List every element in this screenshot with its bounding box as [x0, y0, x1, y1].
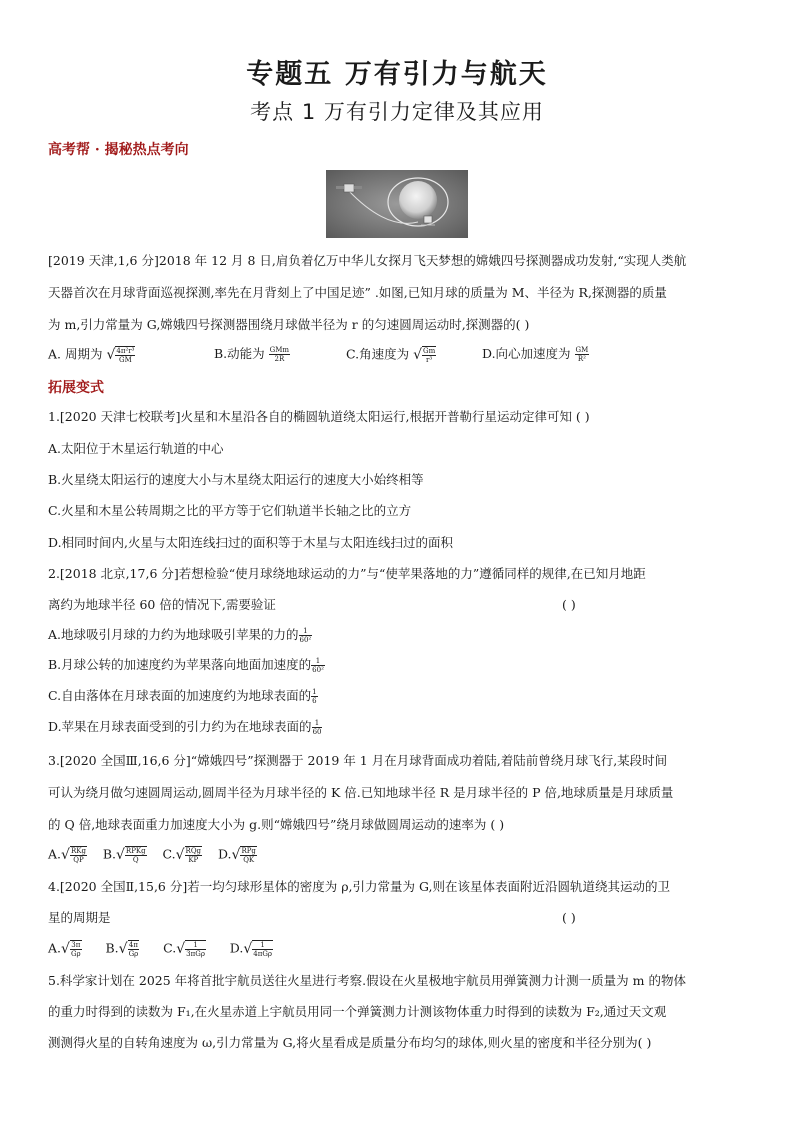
section-heading-gaokaobang: 高考帮 · 揭秘热点考向 — [48, 142, 189, 158]
q5-stem-line2: 的重力时得到的读数为 F₁,在火星赤道上宇航员用同一个弹簧测力计测该物体重力时得到的读数为 F₂,通过天文观 — [48, 1004, 667, 1019]
q1-option-a: A.太阳位于木星运行轨道的中心 — [48, 441, 224, 456]
q1-option-c: C.火星和木星公转周期之比的平方等于它们轨道半长轴之比的立方 — [48, 503, 412, 518]
page-subtitle: 考点 1 万有引力定律及其应用 — [250, 100, 544, 124]
q0-option-a: A. 周期为 √ $\frac{\text{4π²r³}}{GM}$ — [48, 346, 135, 364]
q1-option-b: B.火星绕太阳运行的速度大小与木星绕太阳运行的速度大小始终相等 — [48, 472, 424, 487]
q2-answer-paren: ( ) — [562, 597, 576, 612]
q2-option-b: B.月球公转的加速度约为苹果落向地面加速度的 $\frac{1}{\text{60²}}$ — [48, 657, 324, 674]
q3-stem-line1: 3.[2020 全国Ⅲ,16,6 分]“嫦娥四号”探测器于 2019 年 1 月在月球背面成功着陆,着陆前曾绕月球飞行,某段时间 — [48, 753, 668, 768]
q0-stem-line1: [2019 天津,1,6 分]2018 年 12 月 8 日,肩负着亿万中华儿女探月飞天梦想的嫦娥四号探测器成功发射,“实现人类航 — [48, 253, 687, 268]
q2-option-a: A.地球吸引月球的力约为地球吸引苹果的力的 $\frac{1}{\text{60²}}$ — [48, 627, 312, 644]
q0-stem-line3: 为 m,引力常量为 G,嫦娥四号探测器围绕月球做半径为 r 的匀速圆周运动时,探测器的( ) — [48, 317, 530, 332]
moon-probe-figure — [326, 170, 468, 238]
page-title: 专题五 万有引力与航天 — [246, 59, 548, 90]
q1-stem: 1.[2020 天津七校联考]火星和木星沿各自的椭圆轨道绕太阳运行,根据开普勒行星运动定律可知 ( ) — [48, 409, 590, 424]
q2-option-c: C.自由落体在月球表面的加速度约为地球表面的 $\frac{1}{6}$ — [48, 688, 317, 705]
q4-answer-paren: ( ) — [562, 910, 576, 925]
section-heading-tuozhan: 拓展变式 — [48, 380, 104, 396]
q3-stem-line3: 的 Q 倍,地球表面重力加速度大小为 g.则“嫦娥四号”绕月球做圆周运动的速率为 ( ) — [48, 817, 505, 832]
q4-options: A.√ $\frac{3\pi}{G\rho}$ B.√ $\frac{4\pi}{G\rho}$ C.√ $\frac{1}{\text{3πGρ}}$ D.√ $\frac{1}{\text{4πGρ}}$ — [48, 940, 273, 958]
q0-option-d: D.向心加速度为 $\frac{GM}{\text{R²}}$ — [482, 346, 589, 363]
q2-stem-line1: 2.[2018 北京,17,6 分]若想检验“使月球绕地球运动的力”与“使苹果落地的力”遵循同样的规律,在已知月地距 — [48, 566, 646, 581]
q5-stem-line3: 测测得火星的自转角速度为 ω,引力常量为 G,将火星看成是质量分布均匀的球体,则火星的密度和半径分别为( ) — [48, 1035, 652, 1050]
q0-option-b: B.动能为 $\frac{\text{GMm}}{2R}$ — [214, 346, 290, 363]
q3-stem-line2: 可认为绕月做匀速圆周运动,圆周半径为月球半径的 K 倍.已知地球半径 R 是月球半径的 P 倍,地球质量是月球质量 — [48, 785, 674, 800]
q2-stem-line2: 离约为地球半径 60 倍的情况下,需要验证 — [48, 597, 276, 612]
q0-stem-line2: 天器首次在月球背面巡视探测,率先在月背刻上了中国足迹” .如图,已知月球的质量为 M、半径为 R,探测器的质量 — [48, 285, 667, 300]
q4-stem-line2: 星的周期是 — [48, 910, 111, 925]
q5-stem-line1: 5.科学家计划在 2025 年将首批宇航员送往火星进行考察.假设在火星极地宇航员用弹簧测力计测一质量为 m 的物体 — [48, 973, 686, 988]
q3-options: A.√ $\frac{\text{RKg}}{QP}$ B.√ $\frac{\text{RPKg}}{Q}$ C.√ $\frac{\text{RQg}}{KP}$ D.√ $\frac{\text{RPg}}{QK}$ — [48, 846, 256, 864]
q2-option-d: D.苹果在月球表面受到的引力约为在地球表面的 $\frac{1}{60}$ — [48, 719, 322, 736]
q0-option-c: C.角速度为 √ $\frac{Gm}{\text{r³}}$ — [346, 346, 436, 364]
q1-option-d: D.相同时间内,火星与太阳连线扫过的面积等于木星与太阳连线扫过的面积 — [48, 535, 454, 550]
q4-stem-line1: 4.[2020 全国Ⅱ,15,6 分]若一均匀球形星体的密度为 ρ,引力常量为 G,则在该星体表面附近沿圆轨道绕其运动的卫 — [48, 879, 671, 894]
